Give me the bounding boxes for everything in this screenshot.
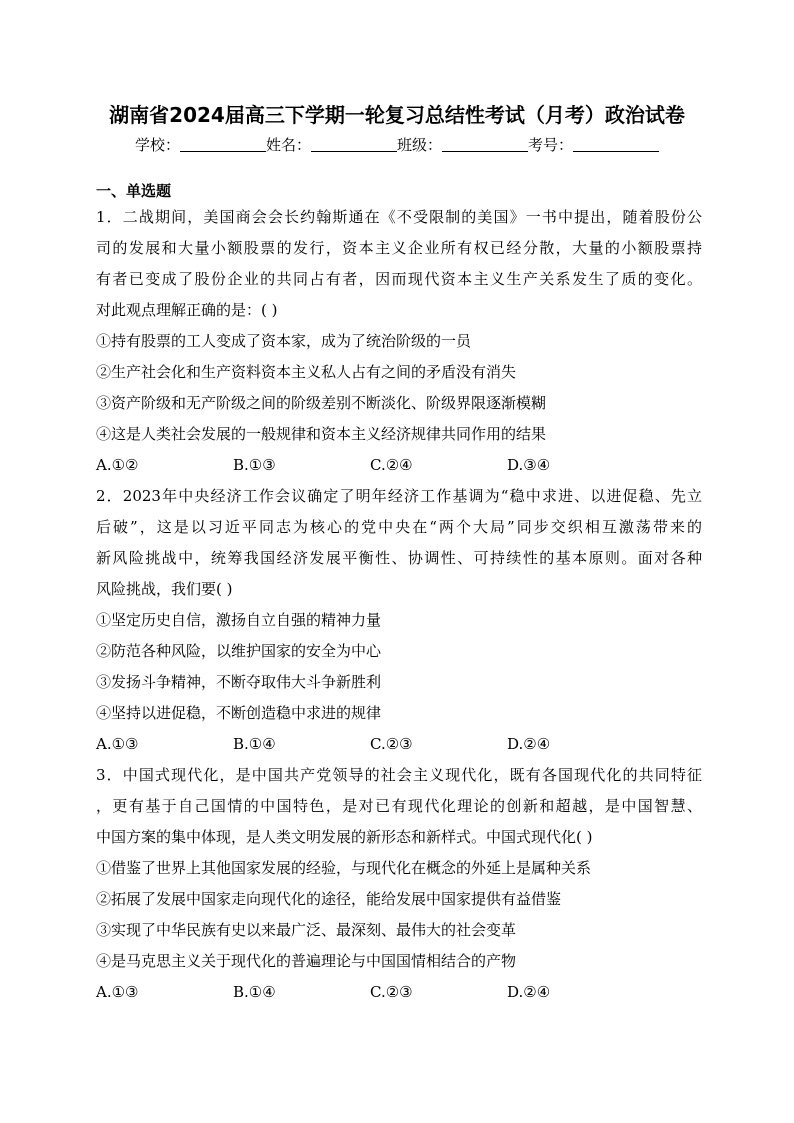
class-blank <box>442 136 528 152</box>
statement-item: ④这是人类社会发展的一般规律和资本主义经济规律共同作用的结果 <box>96 425 547 443</box>
question-2 <box>96 481 702 760</box>
question-stem-line: 1．二战期间，美国商会会长约翰斯通在《不受限制的美国》一书中提出，随着股份公 <box>96 208 702 226</box>
statement-item: ②拓展了发展中国家走向现代化的途径，能给发展中国家提供有益借鉴 <box>96 890 562 908</box>
school-blank <box>180 136 266 152</box>
number-label: 考号： <box>528 136 574 154</box>
class-label: 班级： <box>397 136 443 154</box>
section-heading: 一、单选题 <box>96 182 172 200</box>
number-blank <box>573 136 659 152</box>
option-a: A.①③ <box>96 735 139 753</box>
option-d: D.③④ <box>507 456 551 474</box>
statement-item: ③资产阶级和无产阶级之间的阶级差别不断淡化、阶级界限逐渐模糊 <box>96 394 547 412</box>
statement-item: ④坚持以进促稳，不断创造稳中求进的规律 <box>96 704 382 722</box>
option-b: B.①④ <box>233 735 276 753</box>
questions-list <box>96 202 702 1008</box>
answer-options <box>96 977 702 1008</box>
option-c: C.②④ <box>370 456 413 474</box>
option-d: D.②④ <box>507 983 551 1001</box>
statement-item: ②防范各种风险，以维护国家的安全为中心 <box>96 642 382 660</box>
question-stem-line: 风险挑战，我们要( ) <box>96 580 233 598</box>
option-a: A.①② <box>96 456 139 474</box>
statement-item: ①持有股票的工人变成了资本家，成为了统治阶级的一员 <box>96 332 472 350</box>
statement-item: ③发扬斗争精神，不断夺取伟大斗争新胜利 <box>96 673 382 691</box>
question-stem-line: 对此观点理解正确的是：( ) <box>96 301 278 319</box>
question-stem-line: ，更有基于自己国情的中国特色，是对已有现代化理论的创新和超越，是中国智慧、 <box>96 797 702 815</box>
student-info-line <box>0 133 794 157</box>
statement-item: ②生产社会化和生产资料资本主义私人占有之间的矛盾没有消失 <box>96 363 517 381</box>
question-stem-line: 后破”，这是以习近平同志为核心的党中央在“两个大局”同步交织相互激荡带来的 <box>96 518 702 536</box>
name-blank <box>311 136 397 152</box>
question-stem-line: 2．2023年中央经济工作会议确定了明年经济工作基调为“稳中求进、以进促稳、先立 <box>96 487 702 505</box>
answer-options <box>96 450 702 481</box>
option-c: C.②③ <box>370 735 413 753</box>
statement-item: ④是马克思主义关于现代化的普遍理论与中国国情相结合的产物 <box>96 952 517 970</box>
question-stem-line: 中国方案的集中体现，是人类文明发展的新形态和新样式。中国式现代化( ) <box>96 828 593 846</box>
answer-options <box>96 729 702 760</box>
question-stem-line: 司的发展和大量小额股票的发行，资本主义企业所有权已经分散，大量的小额股票持 <box>96 239 702 257</box>
question-stem-line: 新风险挑战中，统筹我国经济发展平衡性、协调性、可持续性的基本原则。面对各种 <box>96 549 702 567</box>
question-3 <box>96 760 702 1008</box>
question-stem-line: 有者已变成了股份企业的共同占有者，因而现代资本主义生产关系发生了质的变化。 <box>96 270 702 288</box>
statement-item: ①坚定历史自信，激扬自立自强的精神力量 <box>96 611 382 629</box>
statement-item: ①借鉴了世界上其他国家发展的经验，与现代化在概念的外延上是属种关系 <box>96 859 592 877</box>
school-label: 学校： <box>134 136 180 154</box>
question-1 <box>96 202 702 481</box>
page-title: 湖南省2024届高三下学期一轮复习总结性考试（月考）政治试卷 <box>109 103 685 127</box>
name-label: 姓名： <box>265 136 311 154</box>
option-a: A.①③ <box>96 983 139 1001</box>
option-c: C.②③ <box>370 983 413 1001</box>
statement-item: ③实现了中华民族有史以来最广泛、最深刻、最伟大的社会变革 <box>96 921 517 939</box>
option-d: D.②④ <box>507 735 551 753</box>
question-stem-line: 3．中国式现代化，是中国共产党领导的社会主义现代化，既有各国现代化的共同特征 <box>96 766 702 784</box>
option-b: B.①③ <box>233 456 276 474</box>
option-b: B.①④ <box>233 983 276 1001</box>
